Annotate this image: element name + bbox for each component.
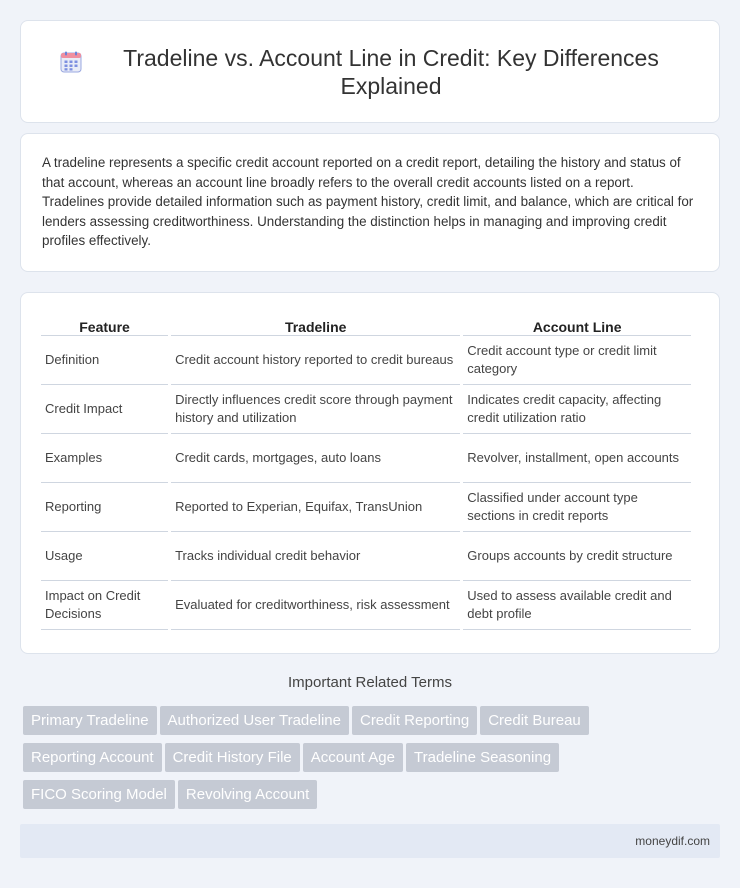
- row-tradeline: Credit account history reported to credit bureaus: [171, 336, 460, 385]
- row-account-line: Classified under account type sections in credit reports: [463, 483, 691, 532]
- row-feature: Definition: [41, 336, 168, 385]
- row-account-line: Used to assess available credit and debt profile: [463, 581, 691, 630]
- row-feature: Reporting: [41, 483, 168, 532]
- row-feature: Credit Impact: [41, 385, 168, 434]
- footer: [20, 824, 720, 858]
- table-row: [41, 336, 691, 385]
- table-header-row: [41, 314, 691, 336]
- tag-fico-scoring-model[interactable]: FICO Scoring Model: [23, 780, 175, 809]
- intro-text: A tradeline represents a specific credit account reported on a credit report, detailing the history and status of that account, whereas an account line broadly refers to the overall credit accounts listed on a report. Tradelines provide detailed information such as payment history, credit limit, and balance, which are critical for lenders assessing creditworthiness. Understanding the distinction helps in managing and improving credit profiles effectively.: [42, 155, 694, 249]
- tag-credit-bureau[interactable]: Credit Bureau: [480, 706, 589, 735]
- related-terms-list: [23, 706, 723, 817]
- calendar-icon: [60, 51, 82, 73]
- tag-credit-history-file[interactable]: Credit History File: [165, 743, 300, 772]
- tag-revolving-account[interactable]: Revolving Account: [178, 780, 317, 809]
- table-row: [41, 385, 691, 434]
- row-feature: Examples: [41, 434, 168, 483]
- row-tradeline: Tracks individual credit behavior: [171, 532, 460, 581]
- row-tradeline: Credit cards, mortgages, auto loans: [171, 434, 460, 483]
- row-account-line: Groups accounts by credit structure: [463, 532, 691, 581]
- table-row: [41, 532, 691, 581]
- page-title: Tradeline vs. Account Line in Credit: Key Differences Explained: [123, 44, 659, 99]
- row-tradeline: Directly influences credit score through payment history and utilization: [171, 385, 460, 434]
- related-terms-title: Important Related Terms: [288, 674, 452, 691]
- header-account-line: Account Line: [463, 314, 691, 336]
- title-card: [20, 20, 720, 123]
- table-row: [41, 434, 691, 483]
- header-feature: Feature: [41, 314, 168, 336]
- table-row: [41, 483, 691, 532]
- row-feature: Usage: [41, 532, 168, 581]
- comparison-card: [20, 292, 720, 654]
- row-tradeline: Evaluated for creditworthiness, risk assessment: [171, 581, 460, 630]
- tag-authorized-user-tradeline[interactable]: Authorized User Tradeline: [160, 706, 349, 735]
- row-tradeline: Reported to Experian, Equifax, TransUnion: [171, 483, 460, 532]
- comparison-table: [38, 314, 694, 630]
- tag-account-age[interactable]: Account Age: [303, 743, 403, 772]
- tag-credit-reporting[interactable]: Credit Reporting: [352, 706, 477, 735]
- table-row: [41, 581, 691, 630]
- tag-tradeline-seasoning[interactable]: Tradeline Seasoning: [406, 743, 559, 772]
- row-account-line: Credit account type or credit limit category: [463, 336, 691, 385]
- tag-primary-tradeline[interactable]: Primary Tradeline: [23, 706, 157, 735]
- tag-reporting-account[interactable]: Reporting Account: [23, 743, 162, 772]
- row-feature: Impact on Credit Decisions: [41, 581, 168, 630]
- row-account-line: Revolver, installment, open accounts: [463, 434, 691, 483]
- row-account-line: Indicates credit capacity, affecting credit utilization ratio: [463, 385, 691, 434]
- intro-card: [20, 133, 720, 272]
- footer-site[interactable]: moneydif.com: [635, 834, 710, 848]
- header-tradeline: Tradeline: [171, 314, 460, 336]
